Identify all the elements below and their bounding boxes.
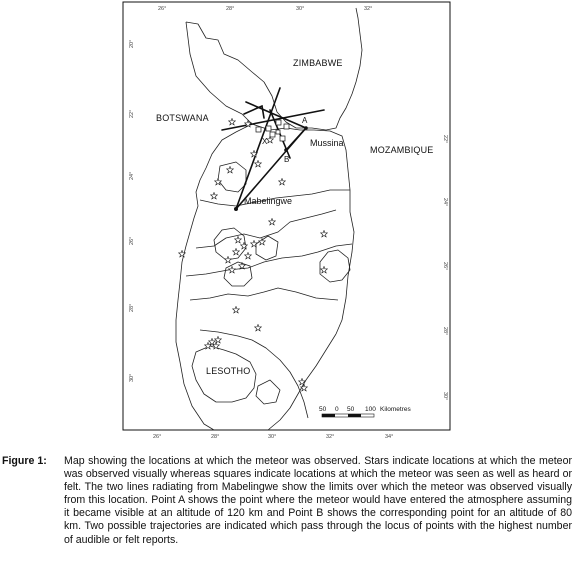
mabelingwe-limit-line-north [236,88,280,209]
star-marker [209,338,216,345]
label-zimbabwe: ZIMBABWE [293,58,343,68]
star-marker [225,256,232,263]
lat-tick-right-30: 30° [442,392,448,401]
zimbabwe-border [186,8,362,130]
star-marker [255,324,262,331]
point-a-marker [304,126,308,130]
enclave-lesotho-east [256,380,280,404]
square-marker [256,127,261,132]
lon-tick-bottom-32: 32° [326,434,335,440]
square-marker [266,126,271,131]
enclave-north [218,162,246,192]
province-line-central [196,210,336,248]
map-frame [123,2,450,430]
lon-tick-bottom-28: 28° [211,434,220,440]
star-marker [227,166,234,173]
lon-tick-bottom-30: 30° [268,434,277,440]
star-marker [215,336,222,343]
lat-tick-26: 26° [129,236,135,245]
star-marker [241,242,248,249]
star-marker [251,240,258,247]
lat-tick-28: 28° [129,303,135,312]
star-marker [233,248,240,255]
star-marker [229,266,236,273]
star-marker [211,192,218,199]
lat-tick-30: 30° [129,373,135,382]
label-mabelingwe: Mabelingwe [244,196,293,206]
lat-tick-20: 20° [129,39,135,48]
botswana-zimbabwe-border [186,22,252,124]
south-africa-northern-border [252,124,354,334]
scale-bar [319,406,411,417]
star-marker [301,384,308,391]
star-marker [269,218,276,225]
lat-tick-right-28: 28° [442,327,448,336]
lon-tick-bottom-26: 26° [153,434,162,440]
scale-tick-100: 100 [365,406,376,413]
trajectory-a-b [286,128,306,150]
lat-tick-right-26: 26° [442,262,448,271]
star-marker [229,118,236,125]
star-marker [321,230,328,237]
borders [176,8,362,430]
star-marker [255,160,262,167]
swaziland-border [320,250,350,282]
figure-label: Figure 1: [2,455,47,467]
latitude-ticks-right [442,135,448,400]
star-marker [215,178,222,185]
latitude-ticks-left [129,40,135,382]
lat-tick-24: 24° [129,171,135,180]
lat-tick-22: 22° [129,109,135,118]
province-line-middle [186,244,352,276]
scale-tick-50-left: 50 [319,406,327,413]
lat-tick-right-22: 22° [442,135,448,144]
lon-tick-32: 32° [364,6,373,12]
star-marker [233,306,240,313]
square-marker [276,130,280,134]
lat-tick-right-24: 24° [442,198,448,207]
star-marker [259,238,266,245]
scale-tick-50: 50 [347,406,355,413]
star-marker [267,136,274,143]
square-marker [280,136,285,141]
lon-tick-30: 30° [296,6,305,12]
label-point-x: X [262,137,268,146]
enclave-south [224,262,252,286]
star-marker [235,236,242,243]
point-b-marker [284,148,288,152]
lon-tick-bottom-34: 34° [385,434,394,440]
figure-caption-text: Map showing the locations at which the meteor was observed. Stars indicate locations at which the meteor was observed visually whereas squares indicate locations at which the meteor was seen as well as heard or felt. The two lines radiating from Mabelingwe show the limits over which the meteor was observed visually from this location. Point A shows the point where the meteor would have entered the atmosphere assuming it became visible at an altitude of 120 km and Point B shows the corresponding point for an altitude of 80 km. Two possible trajectories are indicated which pass through the locus of points with the highest number of audible or felt reports. [64,455,572,546]
label-lesotho: LESOTHO [206,366,251,376]
mabelingwe-marker [234,207,238,211]
longitude-ticks-top [158,6,372,12]
square-marker [270,132,275,137]
star-marker [299,378,306,385]
label-mussina: Mussina [310,138,344,148]
trajectory-lines [222,88,324,209]
label-point-a: A [302,116,308,125]
star-marker [279,178,286,185]
star-marker [321,266,328,273]
scale-tick-0: 0 [335,406,339,413]
lon-tick-26: 26° [158,6,167,12]
label-mozambique: MOZAMBIQUE [370,145,434,155]
square-marker [276,120,281,125]
label-point-b: B [284,155,290,164]
label-botswana: BOTSWANA [156,113,209,123]
scale-unit: Kilometres [380,406,411,413]
lon-tick-28: 28° [226,6,235,12]
province-line-south [190,288,338,300]
square-marker [284,124,289,129]
longitude-ticks-bottom [153,434,393,440]
star-marker [245,252,252,259]
enclave-east [256,236,278,260]
figure-caption [0,455,572,547]
enclave-central [214,228,246,260]
